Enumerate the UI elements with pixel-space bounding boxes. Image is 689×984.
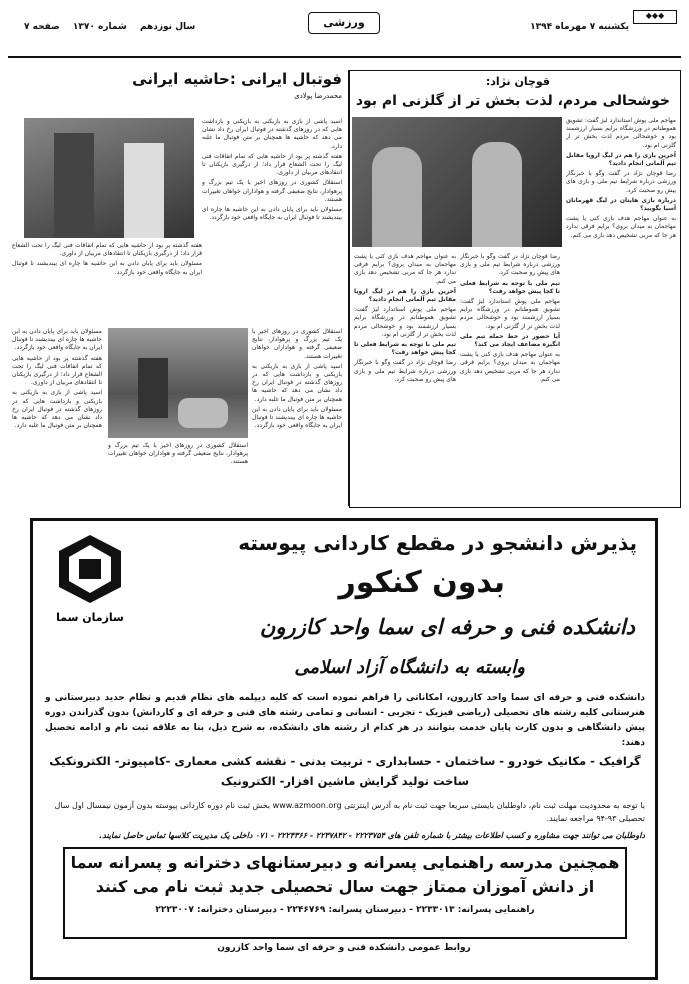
issue-date: یکشنبه ۷ مهرماه ۱۳۹۴ [530,22,629,32]
ad-description: دانشکده فنی و حرفه ای سما واحد کازرون، امکاناتی را فراهم نموده است که کلیه دیپلمه های نظام قدیم و نظام جدید دبیرستانی و هنرستانی کلیه رشته های تحصیلی (ریاضی فیزیک - تجربی - انسانی و تمامی رشته های فنی و حرفه ای و کاردانش) بدون گذراندن دوره پیش دانشگاهی و بدون کارت پایان خدمت بتوانند در هر کدام از رشته های دانشکده، به شرح ذیل، بنا به علاقه ثبت نام و ادامه تحصیل دهند: [45,693,645,748]
article-byline: محمدرضا پولادی [294,92,342,100]
ad-footer: روابط عمومی دانشکده فنی و حرفه ای سما واحد کازرون [217,943,471,953]
enrollment-line: همچنین مدرسه راهنمایی پسرانه و دبیرستانهای دخترانه و پسرانه سما [70,853,620,872]
ad-institute: دانشکده فنی و حرفه ای سما واحد کازرون [259,615,635,639]
article-headline: فوتبال ایرانی :حاشیه ایرانی [132,70,342,88]
article-column: اسید پاشی از بازی به بازیکنی به بازیکنی و بازداشت هایی که در روزهای گذشته در فوتبال ایران رخ داد نشان می دهد که حاشیه ها همچنان بر متن فوتبال ما غلبه دارد. هفته گذشته پر بود از حاشیه هایی که تمام اتفاقات فنی لیگ را تحت الشعاع قرار داد؛ از درگیری بازیکنان تا انتقادهای مربیان از داوری. استقلال کشوری در روزهای اخیر با یک تیم بزرگ و پرهوادار، نتایج ضعیفی گرفته و هواداران خواهان تغییرات هستند. مسئولان باید برای پایان دادن به این حاشیه ها چاره ای بیندیشند تا فوتبال ایران به جایگاه واقعی خود بازگردد. [202,118,342,222]
logo-text: سازمان سما [56,611,124,624]
article-column: هفته گذشته پر بود از حاشیه هایی که تمام اتفاقات فنی لیگ را تحت الشعاع قرار داد؛ از درگیری بازیکنان تا انتقادهای مربیان از داوری. مسئولان باید برای پایان دادن به این حاشیه ها چاره ای بیندیشند تا فوتبال ایران به جایگاه واقعی خود بازگردد. [12,242,202,276]
fields-line: گرافیک - مکانیک خودرو - ساختمان - حسابداری - تربیت بدنی - نقشه کشی معماری -کامپیوتر- الکترونکیک [49,754,641,768]
article-kicker: قوچان نژاد: [485,75,550,88]
match-photo [108,328,248,438]
section-badge: ورزشی [308,12,380,34]
issue-info [14,22,195,32]
enrollment-phones: راهنمایی پسرانه: ۲۲۳۳۰۱۳ - دبیرستان پسرانه: ۲۲۴۶۷۶۹ - دبیرستان دخترانه: ۲۲۲۳۰۰۷ [155,905,535,915]
issue-number: شماره ۱۳۷۰ [72,22,127,32]
ad-title: پذیرش دانشجو در مقطع کاردانی پیوسته [238,531,637,555]
university-advertisement [30,518,658,980]
year-label: سال نوزدهم [139,22,196,32]
ad-registration-note: با توجه به محدودیت مهلت ثبت نام، داوطلبان بایستی سریعا جهت ثبت نام به آدرس اینترنتی www.azmoon.org بخش ثبت نام دوره کاردانی پیوسته بدون آزمون نیمسال اول سال تحصیلی ۹۳-۹۴ مراجعه نمایند. [54,801,645,823]
newspaper-logo: ◆◆◆ [633,10,677,24]
sama-logo-icon [51,533,129,629]
school-enrollment-box [63,847,627,939]
ad-fields-list [45,751,645,791]
match-photo [24,118,194,238]
article-left [8,70,348,506]
article-column: مسئولان باید برای پایان دادن به این حاشیه ها چاره ای بیندیشند تا فوتبال ایران به جایگاه واقعی خود بازگردد. هفته گذشته پر بود از حاشیه هایی که تمام اتفاقات فنی لیگ را تحت الشعاع قرار داد؛ از درگیری بازیکنان تا انتقادهای مربیان از داوری. اسید پاشی از بازی به بازیکنی به بازیکنی و بازداشت هایی که در روزهای گذشته در فوتبال ایران رخ داد نشان می دهد که حاشیه ها همچنان بر متن فوتبال ما غلبه دارد. [12,328,102,430]
masthead [8,10,681,58]
article-column: رضا قوچان نژاد در گفت وگو با خبرنگار ورزشی درباره شرایط تیم ملی و بازی های پیش رو صحبت کرد. تیم ملی با توجه به شرایط فعلی تا کجا پیش خواهد رفت؟ مهاجم ملی پوش استاندارد لیژ گفت: تشویق هموطنانم در ورزشگاه برایم بسیار ارزشمند بود و خوشحالی مردم لذت بخش تر از گلزنی ام بود. آیا حضور در خط حمله تیم ملی انگیزه مضاعف ایجاد می کند؟ به عنوان مهاجم هدف بازی کنی یا پشت مهاجمان به میدان بروی؟ برایم فرقی ندارد هر جا که مربی تشخیص دهد بازی می کنم. [460,253,560,383]
ad-affiliation: وابسته به دانشگاه آزاد اسلامی [294,657,525,678]
article-column: مهاجم ملی پوش استاندارد لیژ گفت: تشویق هموطنانم در ورزشگاه برایم بسیار ارزشمند بود و خوشحالی مردم لذت بخش تر از گلزنی ام بود. آخرین بازی را هم در لیگ اروپا مقابل تیم آلمانی انجام دادید؟ رضا قوچان نژاد در گفت وگو با خبرنگار ورزشی درباره شرایط تیم ملی و بازی های پیش رو صحبت کرد. درباره بازی هایتان در لیگ قهرمانان آسیا بگویید؟ به عنوان مهاجم هدف بازی کنی یا پشت مهاجمان به میدان بروی؟ برایم فرقی ندارد هر جا که مربی تشخیص دهد بازی می کنم. [566,117,676,239]
ad-contact-phones: داوطلبان می توانند جهت مشاوره و کسب اطلاعات بیشتر با شماره تلفن های ۲۲۲۳۷۵۴ - ۲۲۳۷۸۴۲ - ۲۲۲۴۳۶۶ - ۰۷۱ داخلی یک مدیریت کلاسها تماس حاصل نمایند. [99,831,645,840]
page-number: صفحه ۷ [24,22,60,32]
enrollment-line: از دانش آموزان ممتاز جهت سال تحصیلی جدید ثبت نام می کنند [95,877,595,896]
article-column: استقلال کشوری در روزهای اخیر با یک تیم بزرگ و پرهوادار، نتایج ضعیفی گرفته و هواداران خواهان تغییرات هستند. [108,442,248,466]
fields-line: ساخت تولید گرایش ماشین افزار- الکترونیک [220,774,470,788]
article-headline: خوشحالی مردم، لذت بخش تر از گلزنی ام بود [355,93,670,109]
players-photo [352,117,562,247]
column-divider [348,70,349,506]
article-right [349,70,681,508]
article-column: به عنوان مهاجم هدف بازی کنی یا پشت مهاجمان به میدان بروی؟ برایم فرقی ندارد هر جا که مربی تشخیص دهد بازی می کنم. آخرین بازی را هم در لیگ اروپا مقابل تیم آلمانی انجام دادید؟ مهاجم ملی پوش استاندارد لیژ گفت: تشویق هموطنانم در ورزشگاه برایم بسیار ارزشمند بود و خوشحالی مردم لذت بخش تر از گلزنی ام بود. تیم ملی با توجه به شرایط فعلی تا کجا پیش خواهد رفت؟ رضا قوچان نژاد در گفت وگو با خبرنگار ورزشی درباره شرایط تیم ملی و بازی های پیش رو صحبت کرد. [354,253,456,383]
article-column: استقلال کشوری در روزهای اخیر با یک تیم بزرگ و پرهوادار، نتایج ضعیفی گرفته و هواداران خواهان تغییرات هستند. اسید پاشی از بازی به بازیکنی به بازیکنی و بازداشت هایی که در روزهای گذشته در فوتبال ایران رخ داد نشان می دهد که حاشیه ها همچنان بر متن فوتبال ما غلبه دارد. مسئولان باید برای پایان دادن به این حاشیه ها چاره ای بیندیشند تا فوتبال ایران به جایگاه واقعی خود بازگردد. [252,328,342,430]
ad-subtitle: بدون کنکور [338,565,505,600]
